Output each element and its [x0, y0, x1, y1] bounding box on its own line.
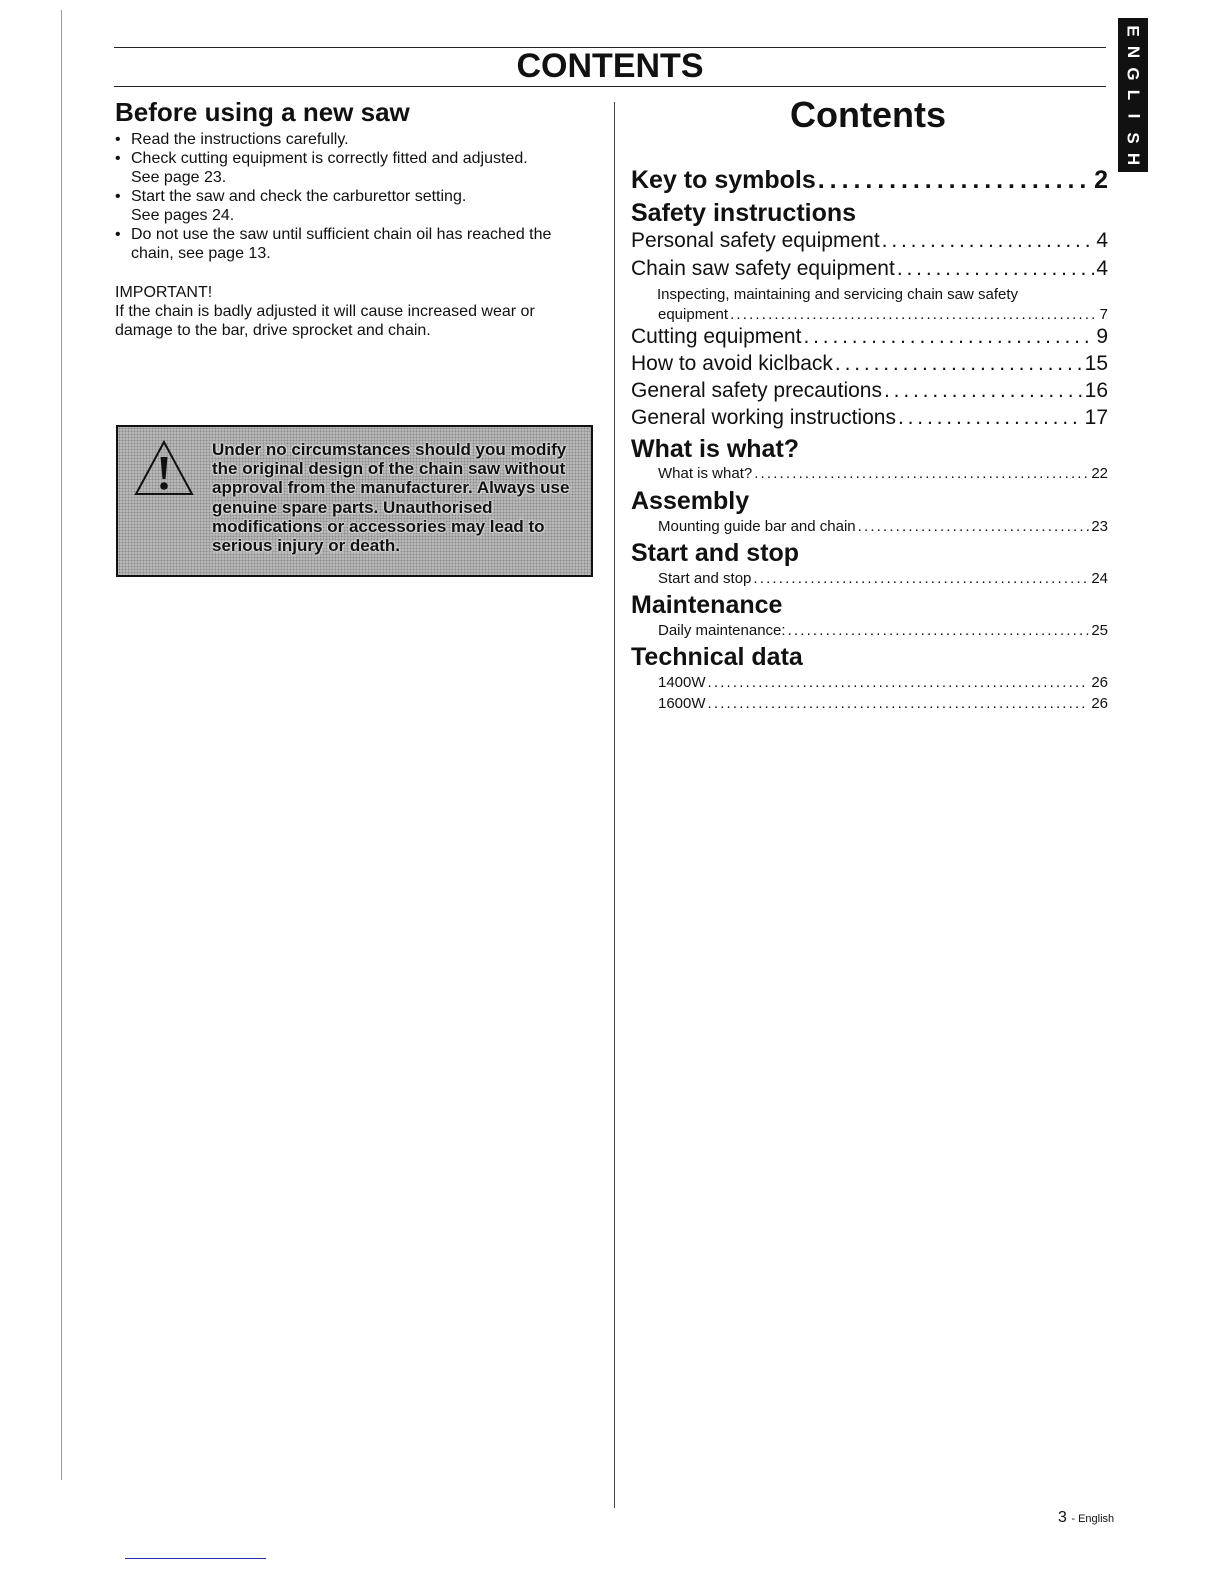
toc-entry[interactable]	[658, 622, 1108, 639]
toc-entry-label: 1400W	[658, 674, 706, 691]
warning-text: Under no circumstances should you modify the original design of the chain saw without approval from the manufacturer. Always use genuine spare parts. Unauthorised modifications or accessories may lead to serious injury or death.	[212, 440, 570, 556]
language-tab-letter: H	[1124, 153, 1143, 166]
toc-entry-label: Key to symbols	[631, 166, 816, 194]
toc-entry[interactable]	[631, 229, 1108, 253]
toc-entry[interactable]	[658, 674, 1108, 691]
dot-leader	[788, 622, 1090, 639]
dot-leader	[708, 674, 1090, 691]
toc-entry[interactable]	[658, 570, 1108, 587]
toc-entry-page: 15	[1084, 352, 1108, 375]
toc-entry-label: General safety precautions	[631, 379, 882, 402]
toc-entry-label: Mounting guide bar and chain	[658, 518, 856, 535]
dot-leader	[803, 325, 1094, 349]
dot-leader	[708, 695, 1090, 712]
toc-entry[interactable]	[631, 379, 1108, 403]
toc-section-maintenance: Maintenance	[631, 591, 783, 619]
language-tab-letter: G	[1123, 66, 1143, 81]
toc-entry[interactable]	[658, 695, 1108, 712]
list-item: • Do not use the saw until sufficient chain oil has reached the chain, see page 13.	[115, 225, 576, 263]
title-rule	[114, 86, 1106, 87]
dot-leader	[754, 465, 1089, 482]
toc-entry[interactable]	[658, 306, 1108, 323]
dot-leader	[882, 229, 1095, 253]
toc-entry-page: 4	[1096, 229, 1108, 252]
toc-entry-page: 16	[1084, 379, 1108, 402]
toc-entry-page: 24	[1091, 570, 1108, 587]
warning-triangle-icon	[133, 439, 195, 497]
toc-entry-label: What is what?	[658, 465, 753, 482]
before-using-list	[115, 130, 585, 263]
toc-entry-page: 25	[1091, 622, 1108, 639]
list-item: • Read the instructions carefully.	[115, 130, 585, 149]
toc-section-assembly: Assembly	[631, 487, 750, 515]
dot-leader	[730, 306, 1098, 323]
binding-margin-line	[61, 10, 62, 1480]
toc-entry-label: Daily maintenance:	[658, 622, 786, 639]
toc-entry-label: Cutting equipment	[631, 325, 802, 348]
toc-entry-label-line1: Inspecting, maintaining and servicing chain saw safety	[657, 286, 1019, 303]
column-divider	[614, 102, 615, 1508]
toc-heading: Contents	[790, 94, 946, 135]
toc-entry-label: equipment	[658, 306, 729, 323]
toc-entry[interactable]	[658, 518, 1108, 535]
toc-entry-page: 7	[1099, 306, 1108, 323]
dot-leader	[897, 257, 1095, 281]
language-tab-letter: S	[1124, 132, 1143, 144]
list-item: • Start the saw and check the carburettor setting. See pages 24.	[115, 187, 491, 225]
toc-entry[interactable]	[631, 406, 1108, 430]
toc-entry[interactable]	[631, 257, 1108, 281]
toc-section-technical-data: Technical data	[631, 643, 803, 671]
dot-leader	[858, 518, 1090, 535]
dot-leader	[818, 166, 1092, 195]
toc-entry[interactable]	[631, 325, 1108, 349]
toc-entry-page: 26	[1091, 674, 1108, 691]
toc-entry-page: 17	[1084, 406, 1108, 429]
page-language: English	[1078, 1513, 1115, 1525]
toc-section-what-is-what: What is what?	[631, 435, 800, 463]
page-number-value: 3	[1058, 1509, 1067, 1526]
toc-entry-page: 22	[1091, 465, 1108, 482]
toc-entry-page: 26	[1091, 695, 1108, 712]
toc-entry-page: 2	[1094, 166, 1108, 194]
toc-entry-label: 1600W	[658, 695, 706, 712]
language-tab-letter: L	[1123, 89, 1143, 101]
dot-leader	[884, 379, 1083, 403]
language-tab-letter: E	[1124, 25, 1143, 37]
toc-entry-key-to-symbols[interactable]	[631, 166, 1108, 195]
dot-leader	[753, 570, 1089, 587]
language-tab-letter: I	[1123, 114, 1143, 119]
important-text: If the chain is badly adjusted it will cause increased wear or damage to the bar, drive sprocket and chain.	[115, 303, 535, 339]
toc-entry-page: 9	[1096, 325, 1108, 348]
important-label: IMPORTANT!	[115, 284, 213, 301]
toc-entry-label: How to avoid kiclback	[631, 352, 833, 375]
toc-entry-page: 4	[1096, 257, 1108, 280]
language-tab	[1118, 18, 1148, 172]
toc-entry-label: Chain saw safety equipment	[631, 257, 895, 280]
toc-entry[interactable]	[658, 465, 1108, 482]
footer-underline	[125, 1558, 266, 1559]
toc-entry-label: Personal safety equipment	[631, 229, 880, 252]
toc-entry-page: 23	[1091, 518, 1108, 535]
language-tab-letter: N	[1124, 45, 1143, 59]
before-using-heading: Before using a new saw	[115, 97, 410, 127]
toc-entry-label: General working instructions	[631, 406, 896, 429]
toc-section-start-stop: Start and stop	[631, 539, 800, 567]
page-title: CONTENTS	[516, 47, 704, 85]
warning-box	[116, 425, 593, 577]
toc-entry[interactable]	[631, 352, 1108, 376]
list-item: • Check cutting equipment is correctly fitted and adjusted. See page 23.	[115, 149, 551, 187]
dot-leader	[898, 406, 1083, 430]
toc-section-safety: Safety instructions	[631, 199, 857, 227]
toc-entry-label: Start and stop	[658, 570, 752, 587]
dot-leader	[835, 352, 1083, 376]
page-number: 3 - English	[1058, 1509, 1115, 1526]
